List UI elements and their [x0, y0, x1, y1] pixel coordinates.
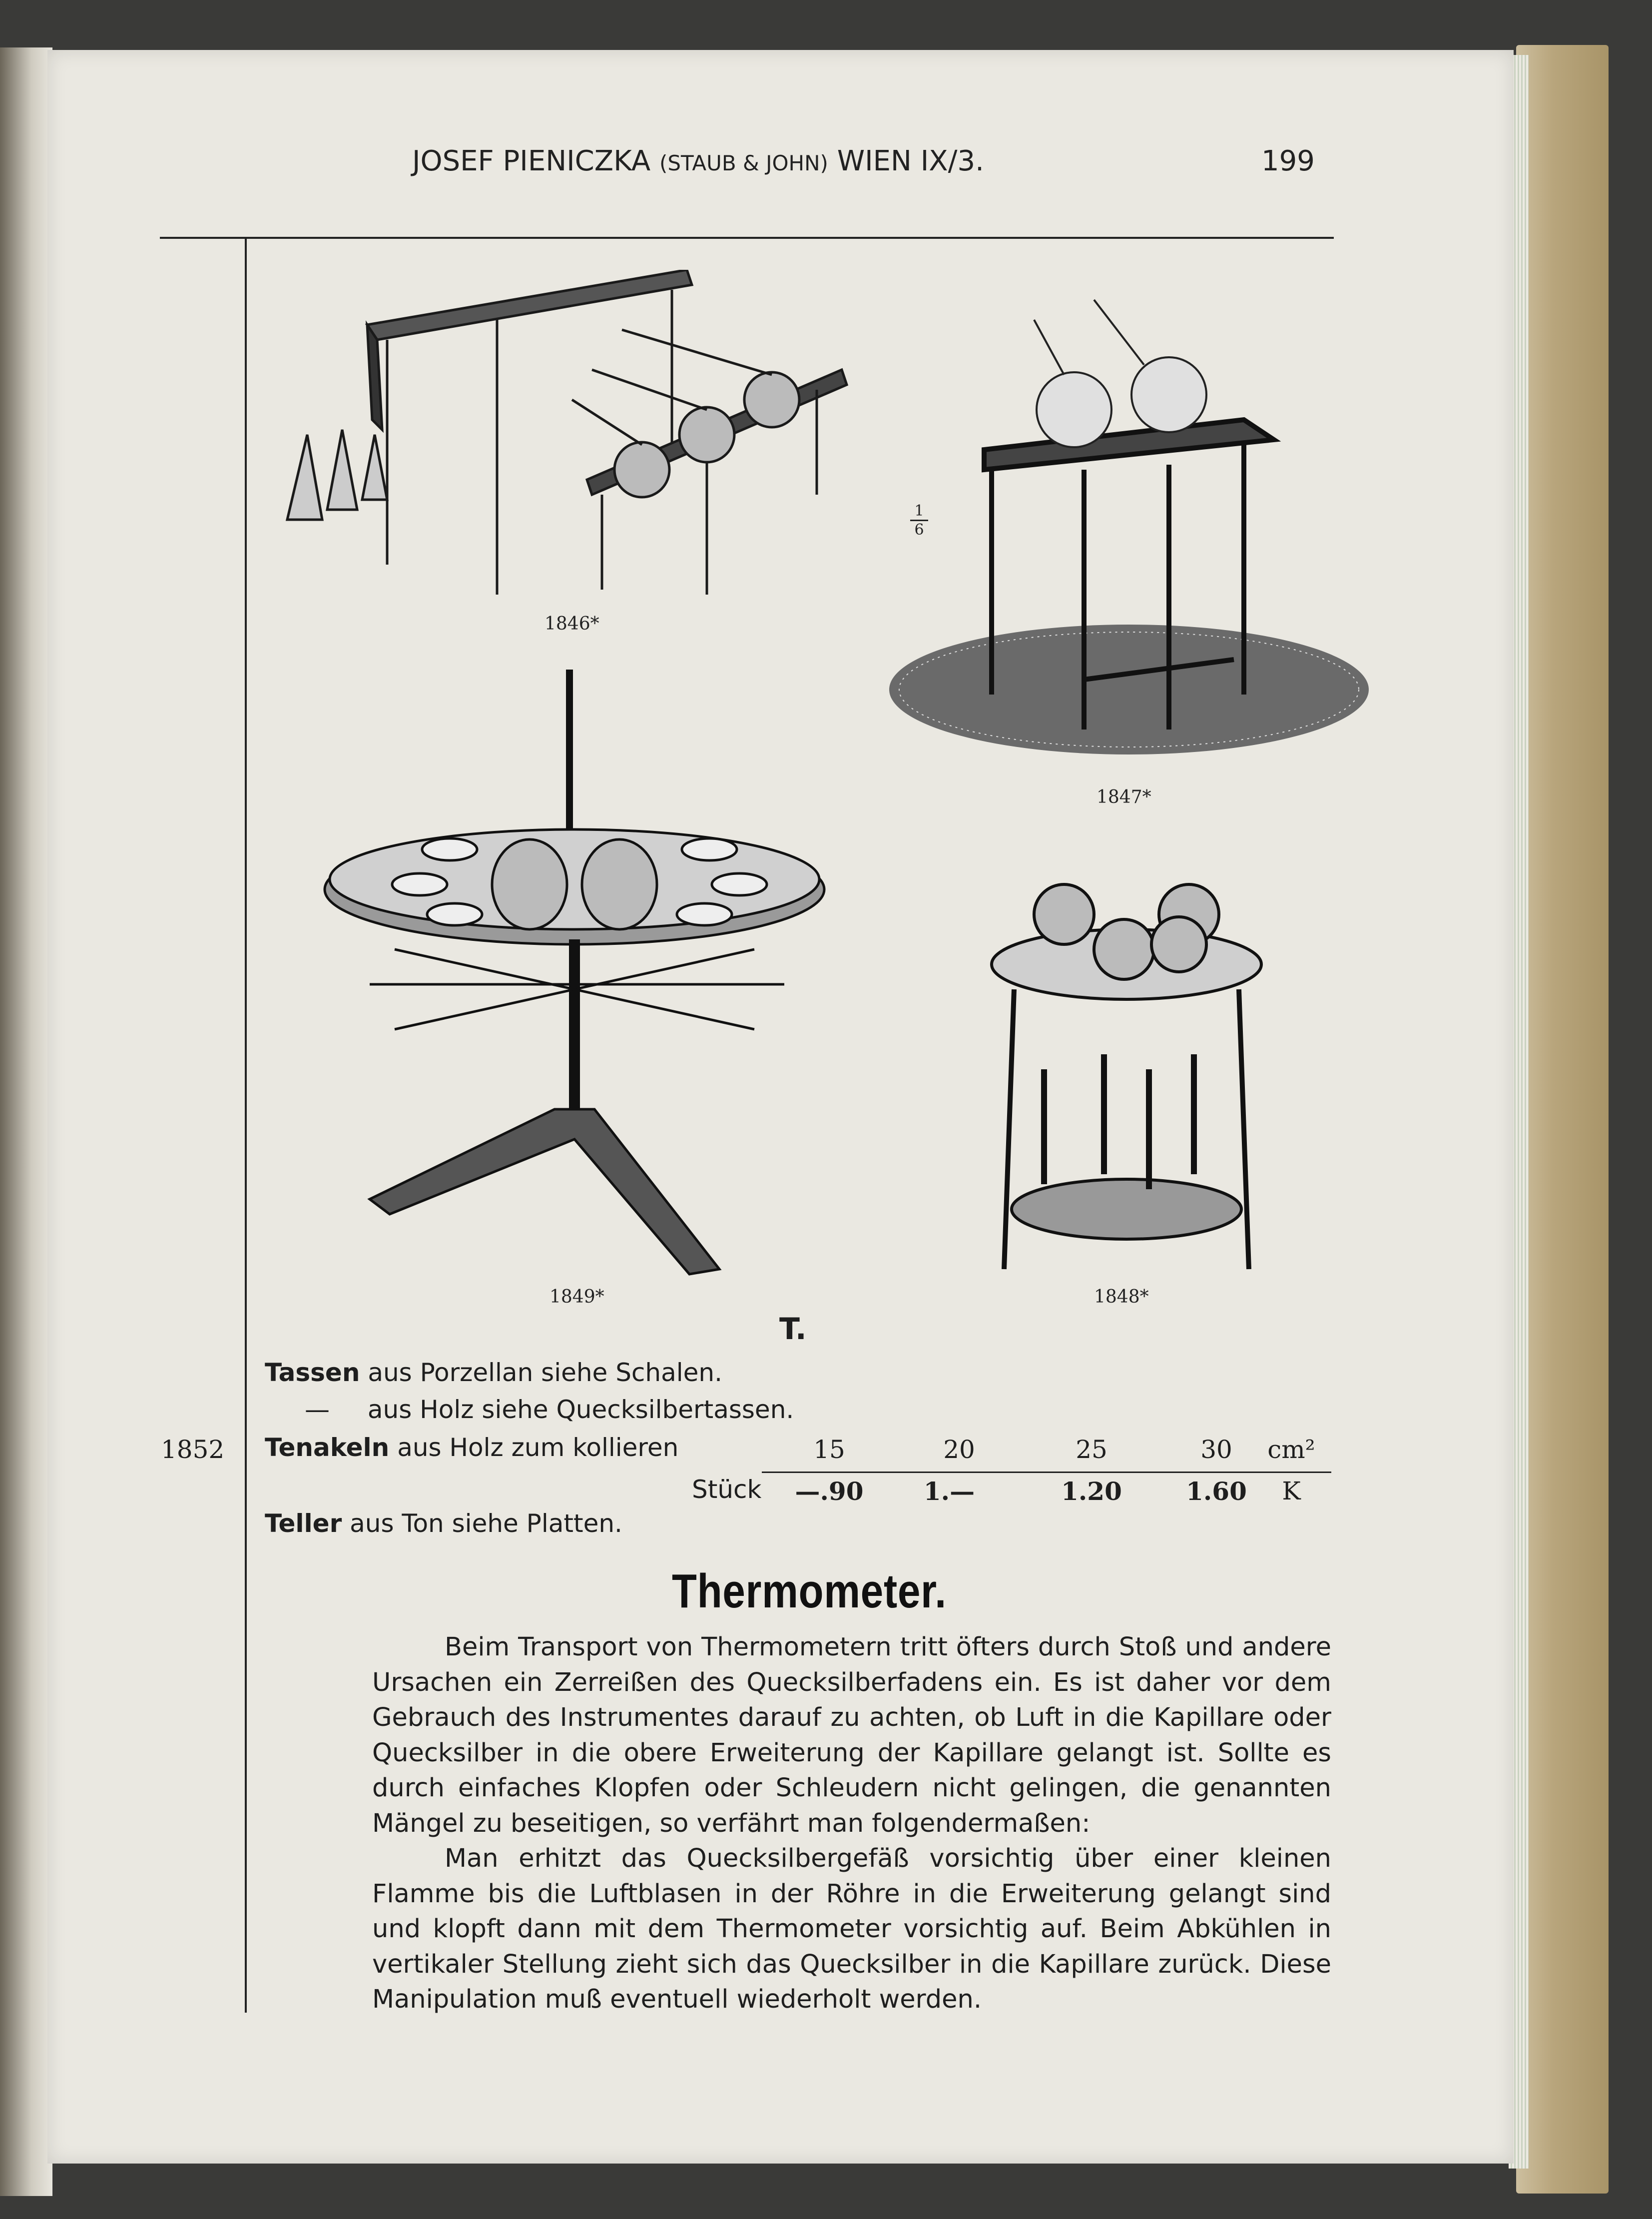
scale-fraction — [910, 502, 928, 539]
figure-1847-caption: 1847* — [1097, 787, 1151, 807]
fraction-denominator: 6 — [910, 520, 928, 539]
price-table-rule — [762, 1472, 1331, 1473]
entry-tassen-text: aus Porzellan siehe Schalen. — [368, 1358, 722, 1387]
company-city: WIEN IX/3. — [837, 145, 984, 177]
price-25: 1.20 — [1061, 1477, 1122, 1506]
item-number-1852: 1852 — [161, 1435, 225, 1464]
left-page-edge — [0, 47, 52, 2196]
figure-1849-caption: 1849* — [550, 1287, 604, 1307]
margin-rule — [245, 239, 247, 2013]
header-rule — [160, 237, 1334, 239]
fraction-numerator: 1 — [914, 502, 924, 520]
size-25: 25 — [1076, 1435, 1107, 1464]
thermometer-heading: Thermometer. — [672, 1564, 947, 1618]
entry-tenakeln-term: Tenakeln — [265, 1433, 390, 1462]
entry-tassen-holz — [305, 1395, 794, 1424]
entry-tassen-term: Tassen — [265, 1358, 360, 1387]
entry-dash: — — [305, 1395, 330, 1424]
section-letter: T. — [779, 1312, 807, 1347]
thermometer-paragraph-2: Man erhitzt das Quecksilbergefäß vorsichtig über einer kleinen Flamme bis die Luftblasen in der Röhre in die Erweiterung gelangt sind und klopft dann mit dem Thermometer vorsichtig auf. Beim Abkühlen in vertikaler Stellung zieht sich das Quecksilber in die Kapillare zurück. Diese Manipulation muß eventuell wiederholt werden. — [372, 1844, 1331, 2014]
company-name: JOSEF PIENICZKA — [412, 145, 651, 177]
price-30: 1.60 — [1186, 1477, 1247, 1506]
size-20: 20 — [943, 1435, 975, 1464]
company-paren: (STAUB & JOHN) — [659, 151, 828, 175]
row-label-stueck: Stück — [692, 1475, 762, 1504]
figure-1848-illustration — [984, 844, 1269, 1274]
entry-teller-text: aus Ton siehe Platten. — [350, 1509, 622, 1538]
price-15: —.90 — [795, 1477, 864, 1506]
entry-tassen — [265, 1358, 722, 1387]
size-15: 15 — [813, 1435, 845, 1464]
figure-1846-illustration — [272, 270, 862, 610]
entry-tassen-holz-text: aus Holz siehe Quecksilbertassen. — [367, 1395, 794, 1424]
thermometer-paragraph-1: Beim Transport von Thermometern tritt öfters durch Stoß und andere Ursachen ein Zerreißen des Quecksilberfadens ein. Es ist daher vor dem Gebrauch des Instrumentes darauf zu achten, ob Luft in die Kapillare oder Quecksilber in die obere Erweiterung der Kapillare gelangt ist. Sollte es durch einfaches Klopfen oder Schleudern nicht gelingen, die genannten Mängel zu beseitigen, so verfährt man folgendermaßen: — [372, 1632, 1331, 1838]
figure-1848-caption: 1848* — [1094, 1287, 1149, 1307]
entry-tenakeln-text: aus Holz zum kollieren — [397, 1433, 679, 1462]
figure-1846-caption: 1846* — [545, 614, 599, 634]
header-company — [412, 145, 984, 177]
price-20: 1.— — [923, 1477, 975, 1506]
book-binding — [1516, 45, 1609, 2194]
size-30: 30 — [1200, 1435, 1232, 1464]
figure-1849-illustration — [320, 670, 829, 1289]
page-number: 199 — [1261, 145, 1315, 177]
figure-1847-illustration — [884, 280, 1374, 769]
entry-teller-term: Teller — [265, 1509, 342, 1538]
currency: K — [1282, 1477, 1301, 1505]
entry-teller — [265, 1509, 622, 1538]
entry-tenakeln — [265, 1433, 678, 1462]
thermometer-body — [372, 1630, 1331, 2018]
size-unit: cm² — [1267, 1435, 1315, 1464]
